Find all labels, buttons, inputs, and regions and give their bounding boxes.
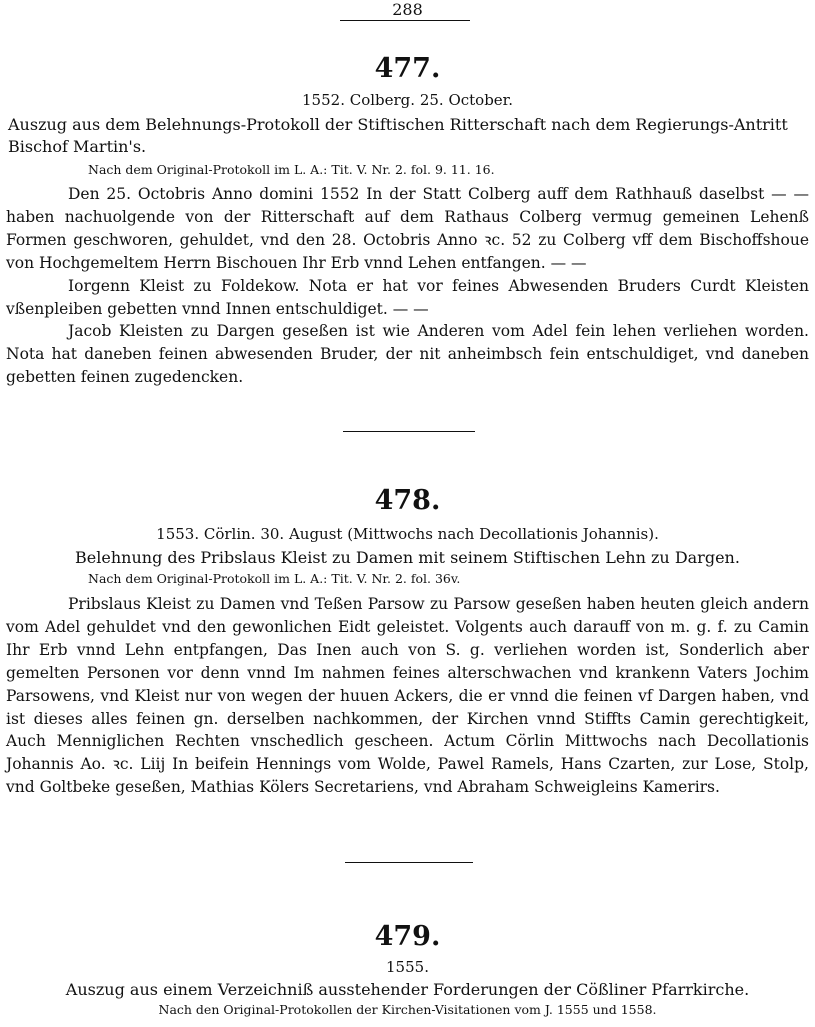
entry-title: Belehnung des Pribslaus Kleist zu Damen mit seinem Stiftischen Lehn zu Dargen. — [75, 548, 740, 567]
section-divider — [343, 431, 475, 432]
entry-heading: 1555. — [386, 958, 429, 976]
entry-number: 478. — [374, 485, 441, 516]
entry-source: Nach den Original-Protokollen der Kirchen-Visitationen vom J. 1555 und 1558. — [158, 1002, 657, 1017]
entry-title: Auszug aus einem Verzeichniß ausstehender Forderungen der Cößliner Pfarrkirche. — [65, 980, 750, 999]
page-number-rule — [340, 20, 470, 21]
entry-478 — [0, 486, 815, 799]
entry-body — [0, 593, 809, 799]
entry-number: 477. — [374, 53, 441, 84]
paragraph: Jacob Kleisten zu Dargen geseßen ist wie Anderen vom Adel fein lehen verliehen worden. Nota hat daneben feinen abwesenden Bruder, der nit anheimbsch fein entschuldiget, vnd daneben gebetten feinen zugedencken. — [6, 322, 809, 387]
entry-source: Nach dem Original-Protokoll im L. A.: Tit. V. Nr. 2. fol. 9. 11. 16. — [88, 162, 495, 177]
entry-477 — [0, 54, 815, 389]
entry-body — [0, 183, 809, 389]
entry-479 — [0, 922, 815, 1019]
entry-source: Nach dem Original-Protokoll im L. A.: Tit. V. Nr. 2. fol. 36v. — [88, 571, 461, 586]
paragraph: Pribslaus Kleist zu Damen vnd Teßen Parsow zu Parsow geseßen haben heuten gleich andern vom Adel gehuldet vnd den gewonlichen Eidt geleistet. Volgents auch darauff von m. g. f. zu Camin Ihr Erb vnnd Lehn entpfangen, Das Inen auch von S. g. verliehen worden ist, Sonderlich aber gemelten Personen vor denn vnnd Im nahmen feines alterschwachen vnd krankenn Vaters Jochim Parsowens, vnd Kleist nur von wegen der huuen Ackers, die er vnnd die feinen vf Dargen haben, vnd ist dieses alles feinen gn. derselben nachkommen, der Kirchen vnnd Stiffts Camin gerechtigkeit, Auch Menniglichen Rechten vnschedlich gescheen. Actum Cörlin Mittwochs nach Decollationis Johannis Ao. ꝛc. Liij In beifein Hennings vom Wolde, Pawel Ramels, Hans Czarten, zur Lose, Stolp, vnd Goltbeke geseßen, Mathias Kölers Secretariens, vnd Abraham Schweigleins Kamerirs. — [6, 595, 809, 797]
page-number: 288 — [392, 0, 423, 19]
section-divider — [345, 862, 473, 863]
entry-title: Auszug aus dem Belehnungs-Protokoll der Stiftischen Ritterschaft nach dem Regierungs-Antritt Bischof Martin's. — [8, 115, 788, 156]
entry-heading: 1553. Cörlin. 30. August (Mittwochs nach Decollationis Johannis). — [156, 525, 659, 543]
entry-heading: 1552. Colberg. 25. October. — [302, 91, 513, 109]
paragraph: Den 25. Octobris Anno domini 1552 In der Statt Colberg auff dem Rathhauß daselbst — — haben nachuolgende von der Ritterschaft auf dem Rathaus Colberg vermug gemeinen Lehenß Formen geschworen, gehuldet, vnd den 28. Octobris Anno ꝛc. 52 zu Colberg vff dem Bischoffshoue von Hochgemeltem Herrn Bischouen Ihr Erb vnnd Lehen entfangen. — — — [6, 185, 809, 272]
entry-number: 479. — [374, 921, 441, 952]
paragraph: Iorgenn Kleist zu Foldekow. Nota er hat vor feines Abwesenden Bruders Curdt Kleisten vßenpleiben gebetten vnnd Innen entschuldiget. — — — [6, 276, 809, 318]
